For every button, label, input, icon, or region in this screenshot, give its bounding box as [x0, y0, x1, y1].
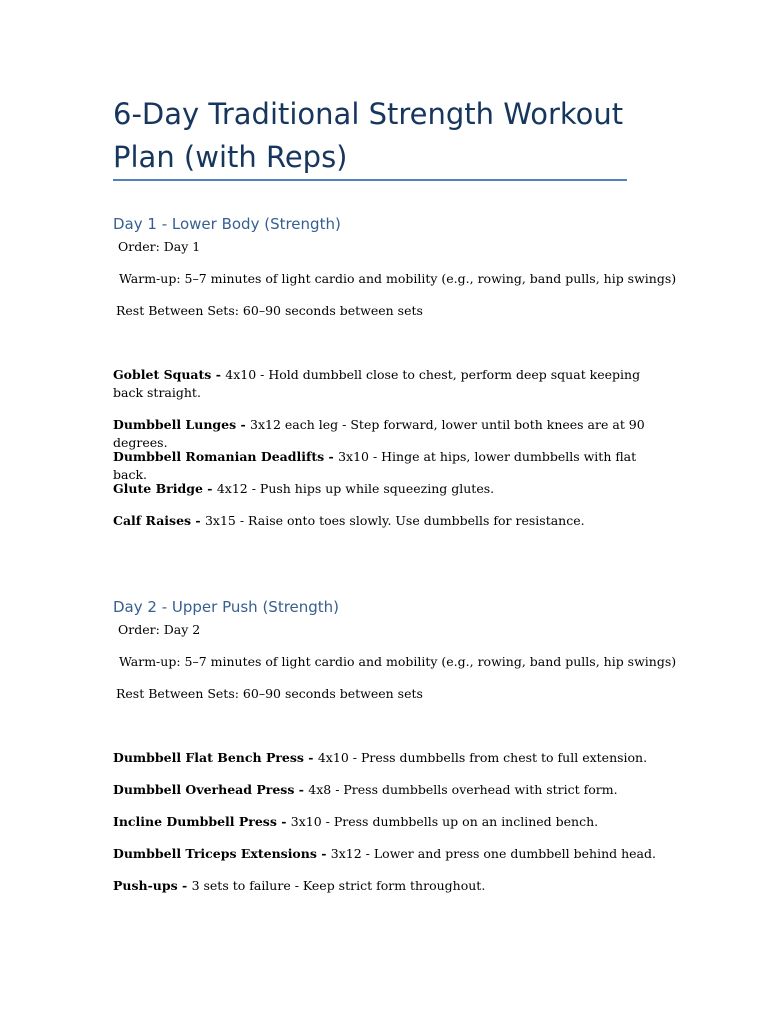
- exercise-item: [113, 813, 658, 831]
- exercise-item: [113, 480, 658, 498]
- page-title: 6-Day Traditional Strength Workout Plan (with Reps): [113, 97, 624, 174]
- exercise-item: [113, 877, 658, 895]
- exercise-details: 4x12 - Push hips up while squeezing glutes.: [216, 481, 495, 496]
- day-1-rest: Rest Between Sets: 60–90 seconds between sets: [116, 303, 423, 318]
- exercise-name: Incline Dumbbell Press -: [113, 814, 291, 829]
- exercise-name: Dumbbell Romanian Deadlifts -: [113, 449, 339, 464]
- exercise-name: Dumbbell Triceps Extensions -: [113, 846, 331, 861]
- exercise-details: 3x10 - Hinge at hips, lower dumbbells with flat back.: [113, 449, 637, 482]
- exercise-details: 3 sets to failure - Keep strict form throughout.: [191, 878, 486, 893]
- exercise-item: [113, 416, 658, 452]
- day-2-rest: Rest Between Sets: 60–90 seconds between sets: [116, 686, 423, 701]
- exercise-details: 4x10 - Hold dumbbell close to chest, perform deep squat keeping back straight.: [113, 367, 641, 400]
- exercise-item: [113, 512, 658, 530]
- exercise-name: Goblet Squats -: [113, 367, 226, 382]
- exercise-details: 3x10 - Press dumbbells up on an inclined bench.: [290, 814, 599, 829]
- day-2-order: Order: Day 2: [118, 622, 201, 637]
- exercise-name: Push-ups -: [113, 878, 192, 893]
- exercise-details: 3x12 - Lower and press one dumbbell behind head.: [330, 846, 656, 861]
- exercise-details: 4x8 - Press dumbbells overhead with strict form.: [308, 782, 618, 797]
- exercise-name: Calf Raises -: [113, 513, 205, 528]
- exercise-item: [113, 781, 658, 799]
- exercise-item: [113, 366, 658, 402]
- exercise-name: Dumbbell Overhead Press -: [113, 782, 309, 797]
- day-1-warmup: Warm-up: 5–7 minutes of light cardio and mobility (e.g., rowing, band pulls, hip swings): [119, 271, 677, 286]
- exercise-item: [113, 448, 658, 484]
- exercise-item: [113, 845, 658, 863]
- day-1-heading: Day 1 - Lower Body (Strength): [113, 215, 341, 233]
- exercise-details: 3x12 each leg - Step forward, lower until both knees are at 90 degrees.: [113, 417, 645, 450]
- exercise-name: Dumbbell Flat Bench Press -: [113, 750, 318, 765]
- exercise-details: 4x10 - Press dumbbells from chest to full extension.: [317, 750, 648, 765]
- exercise-details: 3x15 - Raise onto toes slowly. Use dumbbells for resistance.: [204, 513, 585, 528]
- exercise-name: Glute Bridge -: [113, 481, 217, 496]
- title-underline: [113, 179, 627, 181]
- day-2-warmup: Warm-up: 5–7 minutes of light cardio and mobility (e.g., rowing, band pulls, hip swings): [119, 654, 677, 669]
- exercise-name: Dumbbell Lunges -: [113, 417, 251, 432]
- exercise-item: [113, 749, 658, 767]
- day-2-heading: Day 2 - Upper Push (Strength): [113, 598, 340, 616]
- day-1-order: Order: Day 1: [118, 239, 201, 254]
